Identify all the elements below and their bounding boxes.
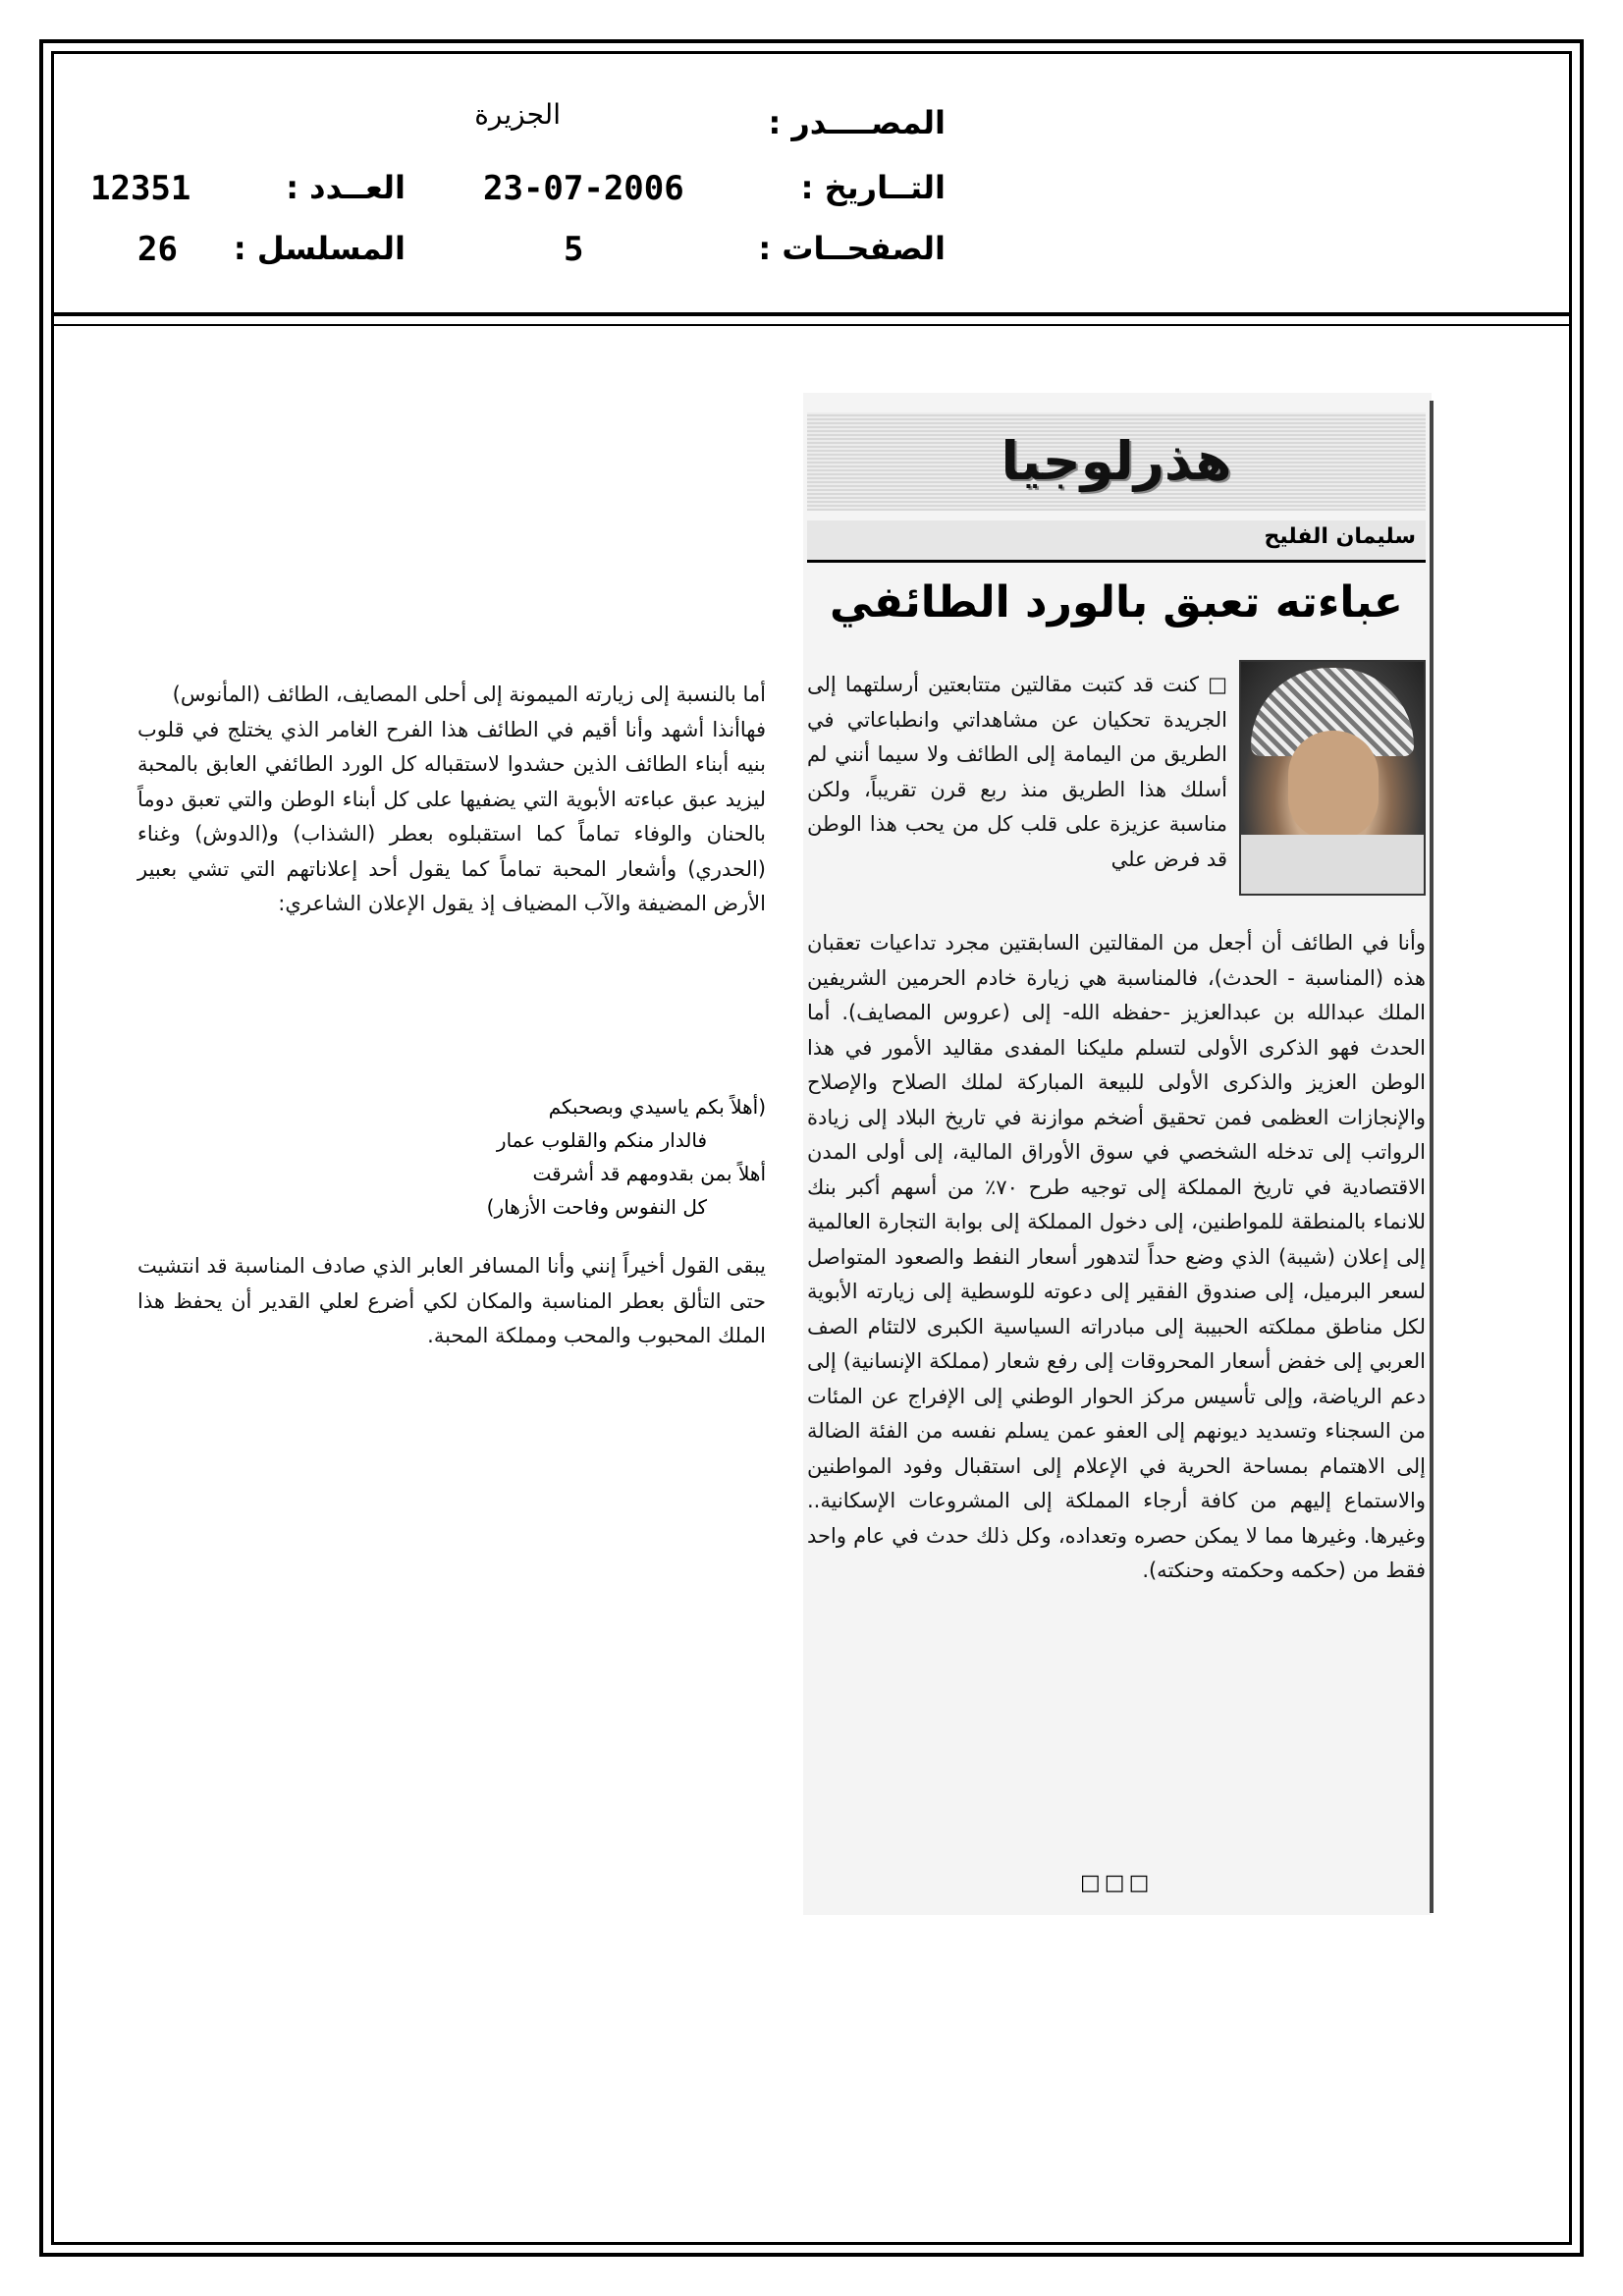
header-divider-thin <box>51 324 1572 326</box>
poem <box>137 1090 766 1224</box>
article-intro-text: □ كنت قد كتبت مقالتين متتابعتين أرسلتهما إلى الجريدة تحكيان عن مشاهداتي وانطباعاتي في الطريق من اليمامة إلى الطائف ولا سيما أنني لم أسلك هذا الطريق منذ ربع قرن تقريباً، ولكن مناسبة عزيزة على قلب كل من يحب هذا الوطن قد فرض علي <box>807 673 1227 871</box>
poem-line: كل النفوس وفاحت الأزهار) <box>486 1195 707 1219</box>
source-value: الجزيرة <box>474 98 561 131</box>
left-paragraph-2: فهاأنذا أشهد وأنا أقيم في الطائف هذا الفرح الغامر الذي يختلج في قلوب بنيه أبناء الطائف الذين حشدوا لاستقباله كل الورد الطائفي العابق بالمحبة ليزيد عبق عباءته الأبوية التي يضفيها على كل أبناء الوطن والتي تعبق دوماً بالحنان والوفاء تماماً كما استقبلوه بعطر (الشذاب) و(الدوش) وغناء (الحدري) وأشعار المحبة تماماً كما يقول أحد إعلاناتهم التي تشي بعبير الأرض المضيفة والآب المضياف إذ يقول الإعلان الشاعري: <box>137 717 766 915</box>
source-label: المصــــدر : <box>768 104 946 141</box>
article-body-text: وأنا في الطائف أن أجعل من المقالتين السابقتين مجرد تداعيات تعقبان هذه (المناسبة - الحدث)، فالمناسبة هي زيارة خادم الحرمين الشريفين الملك عبدالله بن عبدالعزيز -حفظه الله- إلى (عروس المصايف). أما الحدث فهو الذكرى الأولى لتسلم مليكنا المفدى مقاليد الأمور في هذا الوطن العزيز والذكرى الأولى للبيعة المباركة لملك الصلاح والإصلاح والإنجازات العظمى فمن تحقيق أضخم موازنة في تاريخ البلاد إلى زيادة الرواتب إلى تدخله الشخصي في سوق الأوراق المالية، إلى أولى المدن الاقتصادية في تاريخ المملكة إلى توجيه طرح ٧٠٪ من أسهم أكبر بنك للانماء بالمنطقة للمواطنين، إلى دخول المملكة إلى بوابة التجارة العالمية إلى إعلان (شيبة) الذي وضع حداً لتدهور أسعار النفط والصعود المتواصل لسعر البرميل، إلى صندوق الفقير إلى دعوته للوسطية إلى زيارته الأبوية لكل مناطق مملكته الحبيبة إلى مبادراته السياسية الكبرى لالتئام الصف العربي إلى خفض أسعار المحروقات إلى رفع شعار (مملكة الإنسانية) إلى دعم الرياضة، وإلى تأسيس مركز الحوار الوطني إلى الإفراج عن المئات من السجناء وتسديد ديونهم إلى العفو عمن يسلم نفسه من الفئة الضالة إلى الاهتمام بمساحة الحرية في الإعلام إلى استقبال وفود المواطنين والاستماع إليهم من كافة أرجاء المملكة إلى المشروعات الإسكانية.. وغيرها. وغيرها مما لا يمكن حصره وتعداده، وكل ذلك حدث في عام واحد فقط من (حكمه وحكمته وحنكته). <box>807 931 1427 1582</box>
poem-line: (أهلاً بكم ياسيدي وبصحبكم <box>548 1095 766 1119</box>
date-value: 23-07-2006 <box>483 169 684 208</box>
pages-value: 5 <box>564 230 584 269</box>
header-divider <box>51 312 1572 316</box>
article-headline: عباءته تعبق بالورد الطائفي <box>830 577 1403 628</box>
article-body <box>807 926 1426 1589</box>
clipping-edge <box>1430 401 1434 1913</box>
left-paragraph-3: يبقى القول أخيراً إنني وأنا المسافر العابر الذي صادف المناسبة قد انتشيت حتى التألق بعطر المناسبة والمكان لكي أضرع لعلي القدير أن يحفظ هذا الملك المحبوب والمحب ومملكة المحبة. <box>137 1254 766 1347</box>
photo-thobe <box>1241 835 1424 894</box>
left-column <box>137 678 766 922</box>
issue-label: العــدد : <box>286 169 406 206</box>
column-banner-title: هذرلوجيا <box>1001 430 1232 492</box>
photo-face <box>1288 731 1379 839</box>
date-label: التــاريخ : <box>800 169 946 206</box>
article-intro <box>807 668 1227 877</box>
serial-value: 26 <box>137 230 178 269</box>
issue-value: 12351 <box>90 169 191 208</box>
poem-line: فالدار منكم والقلوب عمار <box>496 1128 707 1152</box>
author-name: سليمان الفليح <box>1264 524 1416 549</box>
end-marks: □□□ <box>1080 1871 1154 1895</box>
serial-label: المسلسل : <box>233 230 406 267</box>
left-paragraph-1: أما بالنسبة إلى زيارته الميمونة إلى أحلى المصايف، الطائف (المأنوس) <box>172 683 766 706</box>
column-banner <box>807 412 1426 511</box>
author-photo <box>1239 660 1426 896</box>
left-column-closing <box>137 1249 766 1354</box>
author-bar <box>807 520 1426 563</box>
poem-line: أهلاً بمن بقدومهم قد أشرقت <box>532 1162 766 1185</box>
pages-label: الصفحــات : <box>758 230 946 267</box>
